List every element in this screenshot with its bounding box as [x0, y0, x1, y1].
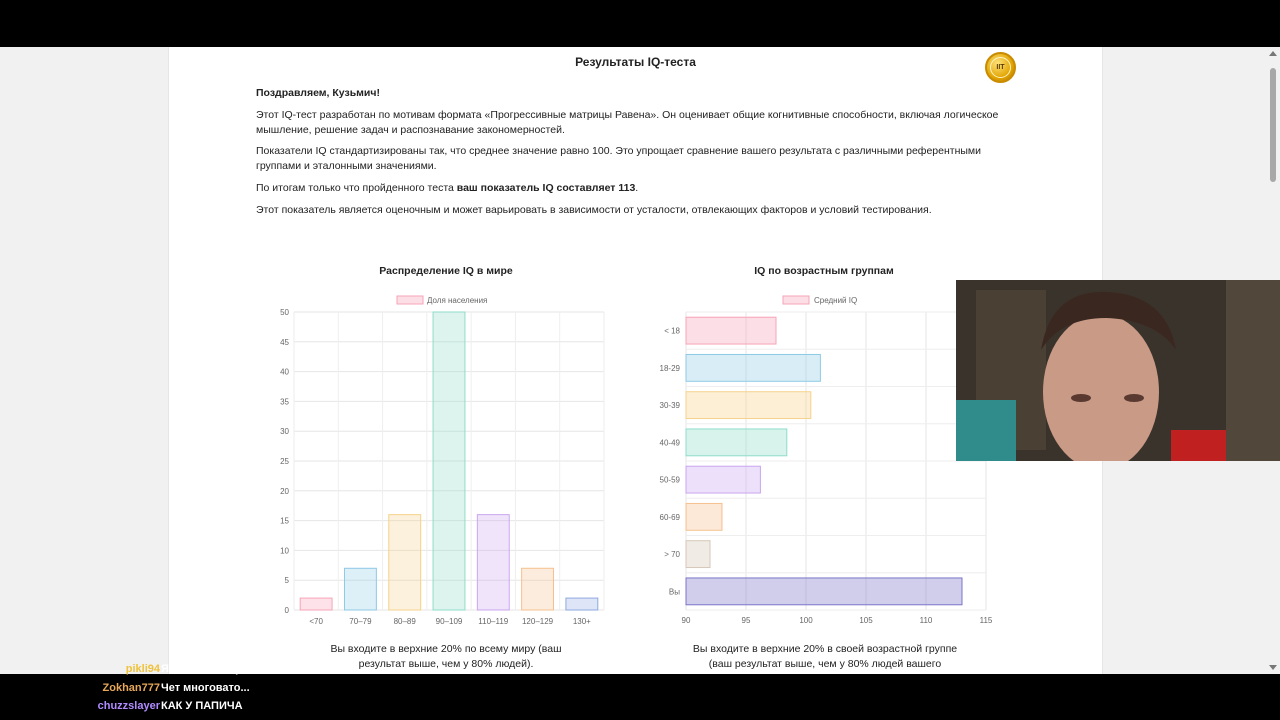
iq-badge-logo — [985, 52, 1016, 83]
chat-text: Я какаю 113 iq — [161, 663, 239, 675]
bar — [686, 392, 811, 419]
x-tick-label: 90–109 — [435, 617, 463, 626]
bar — [686, 354, 820, 381]
x-tick-label: 110–119 — [478, 617, 509, 626]
bar — [344, 568, 376, 610]
y-tick-label: 10 — [280, 546, 289, 556]
x-tick-label: 130+ — [572, 617, 591, 626]
y-tick-label: < 18 — [664, 326, 680, 336]
y-tick-label: 30 — [280, 427, 289, 437]
bar — [522, 568, 554, 610]
y-tick-label: 25 — [280, 457, 289, 466]
y-tick-label: 50 — [280, 308, 289, 317]
y-tick-label: 40 — [280, 367, 289, 377]
scroll-up-arrow-icon[interactable] — [1269, 51, 1277, 56]
x-tick-label: 115 — [979, 616, 993, 625]
y-tick-label: 50-59 — [659, 475, 680, 485]
bar — [686, 317, 776, 344]
scrollbar-thumb[interactable] — [1270, 68, 1276, 182]
y-tick-label: 60-69 — [659, 512, 680, 522]
chart2-title: IQ по возрастным группам — [754, 265, 894, 277]
bar — [686, 466, 760, 493]
x-tick-label: 100 — [799, 616, 813, 625]
stream-chat — [0, 660, 400, 720]
bar — [389, 515, 421, 610]
y-tick-label: 40-49 — [659, 438, 680, 448]
scroll-down-arrow-icon[interactable] — [1269, 665, 1277, 670]
result-paragraph — [256, 181, 1016, 196]
y-tick-label: 20 — [280, 486, 289, 496]
bar — [433, 312, 465, 610]
standardization-paragraph: Показатели IQ стандартизированы так, что среднее значение равно 100. Это упрощает сравнение вашего результата с различными референтными группами и эталонными значениями. — [256, 145, 982, 172]
age-group-iq-chart — [640, 287, 1000, 632]
greeting: Поздравляем, Кузьмич! — [256, 87, 380, 99]
y-tick-label: 0 — [284, 606, 289, 615]
x-tick-label: 95 — [741, 616, 751, 625]
bar — [477, 515, 509, 610]
y-tick-label: Вы — [668, 587, 680, 597]
y-tick-label: 35 — [280, 397, 289, 407]
legend-label: Доля населения — [427, 296, 488, 305]
chat-message — [0, 663, 400, 681]
x-tick-label: <70 — [309, 617, 323, 626]
result-prefix: По итогам только что пройденного теста — [256, 182, 457, 194]
intro-paragraph: Этот IQ-тест разработан по мотивам формата «Прогрессивные матрицы Равена». Он оценивает общие когнитивные способности, включая логическое мышление, решение задач и распознавание закономерностей. — [256, 109, 999, 136]
bar — [686, 503, 722, 530]
x-tick-label: 120–129 — [521, 617, 554, 626]
chat-message — [0, 700, 400, 718]
legend-label: Средний IQ — [814, 296, 858, 305]
chart2-caption: Вы входите в верхние 20% в своей возрастной группе (ваш результат выше, чем у 80% людей вашего — [692, 643, 958, 670]
x-tick-label: 110 — [919, 616, 933, 625]
bar — [300, 598, 332, 610]
bar — [566, 598, 598, 610]
browser-viewport — [0, 47, 1280, 674]
iq-score-text: ваш показатель IQ составляет 113 — [456, 182, 636, 194]
world-iq-distribution-chart — [268, 287, 618, 632]
y-tick-label: 15 — [280, 516, 289, 526]
badge-label: IIT — [990, 57, 1011, 78]
chat-text: КАК У ПАПИЧА — [161, 700, 243, 712]
bar — [686, 578, 962, 605]
y-tick-label: > 70 — [664, 550, 680, 560]
bar — [686, 541, 710, 568]
y-tick-label: 45 — [280, 337, 289, 347]
streamer-face-image — [956, 280, 1280, 461]
legend-swatch — [397, 296, 423, 304]
y-tick-label: 18-29 — [659, 363, 680, 373]
result-suffix: . — [635, 182, 639, 194]
legend-swatch — [783, 296, 809, 304]
webcam-overlay — [956, 280, 1280, 461]
chat-username: Zokhan777 — [102, 682, 160, 694]
chat-username: pikli94 — [125, 663, 160, 675]
disclaimer-paragraph: Этот показатель является оценочным и может варьировать в зависимости от усталости, отвлекающих факторов и условий тестирования. — [256, 204, 932, 216]
x-tick-label: 70–79 — [349, 617, 372, 626]
chart1-caption: Вы входите в верхние 20% по всему миру (ваш результат выше, чем у 80% людей). — [330, 643, 562, 670]
x-tick-label: 80–89 — [393, 617, 416, 626]
y-tick-label: 5 — [284, 576, 289, 586]
chat-message — [0, 682, 400, 700]
bar — [686, 429, 787, 456]
x-tick-label: 90 — [681, 616, 691, 625]
chart1-title: Распределение IQ в мире — [379, 265, 513, 277]
x-tick-label: 105 — [859, 616, 873, 625]
chat-username: chuzzslayer — [97, 700, 160, 712]
chat-text: Чет многовато... — [161, 682, 250, 694]
page-title: Результаты IQ-теста — [575, 55, 696, 69]
y-tick-label: 30-39 — [659, 401, 680, 411]
